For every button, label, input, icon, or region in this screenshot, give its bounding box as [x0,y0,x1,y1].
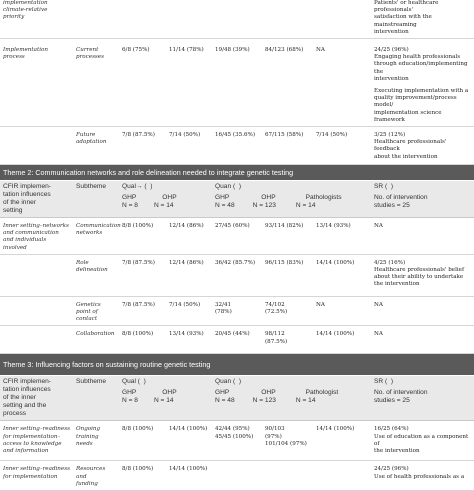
table-row [0,254,474,296]
sr-cell: 24/25 (96%) Engaging health professionals through education/implementing the intervention Executing implementation with a quality improvement/process model/ implementation science framework [371,39,474,127]
sr-cell: NA [371,296,474,326]
cfir-cell: Inner setting–readiness for implementation [0,461,73,491]
table-row [0,218,474,255]
cfir-header: CFIR implemen- tation influences of the inner setting [0,181,73,218]
value-cell: 11/14 (78%) [166,39,212,127]
value-cell: 67/115 (58%) [262,127,313,165]
subtheme-cell: Communication networks [73,218,119,255]
cfir-header: CFIR implemen- tation influences of the inner setting and the process [0,376,73,421]
cfir-cell: Inner setting–networks and communication and individuals involved [0,218,73,255]
value-cell [262,461,313,491]
value-cell: 8/8 (100%) [119,326,166,354]
table-row [0,326,474,354]
value-cell: 96/115 (83%) [262,254,313,296]
sr-header: SR ( ) No. of intervention studies = 25 [371,376,474,421]
value-cell: 7/14 (50%) [166,127,212,165]
table-row [0,127,474,165]
value-cell: 12/14 (86%) [166,218,212,255]
subtheme-header: Subtheme [73,181,119,218]
subtheme-cell: Current processes [73,39,119,127]
sr-cell: 4/25 (16%) Healthcare professionals' belief about their ability to undertake the intervention [371,254,474,296]
table-row [0,0,474,39]
value-cell: 93/114 (82%) [262,218,313,255]
value-cell: 13/14 (93%) [166,326,212,354]
cfir-cell: Inner setting–readiness for implementation– access to knowledge and information [0,421,73,461]
value-cell: 7/8 (87.5%) [119,127,166,165]
value-cell: 16/45 (35.6%) [212,127,262,165]
sr-header: SR ( ) No. of intervention studies = 25 [371,181,474,218]
value-cell: 14/14 (100%) [313,326,371,354]
sr-cell: NA [371,326,474,354]
value-cell: 74/102 (72.5%) [262,296,313,326]
value-cell: 8/8 (100%) [119,461,166,491]
value-cell: 36/42 (85.7%) [212,254,262,296]
theme-3-heading: Theme 3: Influencing factors on sustaining routine genetic testing [0,354,474,376]
value-cell: 6/8 (75%) [119,39,166,127]
cfir-cell: implementation climate-relative priority [0,0,73,39]
sr-cell: Patients' or healthcare professionals' satisfaction with the mainstreaming intervention [371,0,474,39]
value-cell: 14/14 (100%) [313,254,371,296]
value-cell: 98/112 (87.5%) [262,326,313,354]
value-cell: 20/45 (44%) [212,326,262,354]
subtheme-cell: Future adaptation [73,127,119,165]
sr-cell: 16/25 (64%) Use of education as a component of the intervention [371,421,474,461]
value-cell: NA [313,296,371,326]
table-row [0,461,474,491]
value-cell: 14/14 (100%) [166,421,212,461]
value-cell: 8/8 (100%) [119,218,166,255]
value-cell: 14/14 (100%) [166,461,212,491]
subtheme-header: Subtheme [73,376,119,421]
value-cell: 13/14 (93%) [313,218,371,255]
qual-header: Qual→ ( ) GHP OHP N = 8 N = 14 [119,181,212,218]
value-cell: 19/48 (39%) [212,39,262,127]
subtheme-cell: Role delineation [73,254,119,296]
value-cell: 90/103 (97%) 101/104 (97%) [262,421,313,461]
value-cell: 7/8 (87.5%) [119,254,166,296]
value-cell: 7/14 (50%) [166,296,212,326]
theme-3-header-row [0,376,474,421]
cfir-cell: Implementation process [0,39,73,127]
value-cell: 32/41 (78%) [212,296,262,326]
value-cell: 7/14 (50%) [313,127,371,165]
value-cell: 7/8 (87.5%) [119,296,166,326]
theme-2-header-row [0,181,474,218]
table-row [0,296,474,326]
subtheme-cell: Ongoing training needs [73,421,119,461]
sr-cell: 3/25 (12%) Healthcare professionals' feedback about the intervention [371,127,474,165]
sr-cell: 24/25 (96%) Use of health professionals as a [371,461,474,491]
table-row [0,39,474,127]
sr-cell: NA [371,218,474,255]
value-cell: 8/8 (100%) [119,421,166,461]
subtheme-cell: Collaboration [73,326,119,354]
theme-2-heading: Theme 2: Communication networks and role delineation needed to integrate genetic testing [0,165,474,181]
quan-header: Quan ( ) GHP OHP Pathologists N = 48 N = 123 N = 14 [212,181,371,218]
value-cell: 14/14 (100%) [313,421,371,461]
subtheme-cell: Resources and funding [73,461,119,491]
table-row [0,421,474,461]
value-cell: 27/45 (60%) [212,218,262,255]
value-cell: NA [313,39,371,127]
value-cell [313,461,371,491]
value-cell: 42/44 (95%) 45/45 (100%) [212,421,262,461]
quan-header: Quan ( ) GHP OHP Pathologist N = 48 N = 123 N = 14 [212,376,371,421]
subtheme-cell: Genetics point of contact [73,296,119,326]
qual-header: Qual ( ) GHP OHP N = 8 N = 14 [119,376,212,421]
value-cell: 12/14 (86%) [166,254,212,296]
value-cell: 84/123 (68%) [262,39,313,127]
value-cell [212,461,262,491]
